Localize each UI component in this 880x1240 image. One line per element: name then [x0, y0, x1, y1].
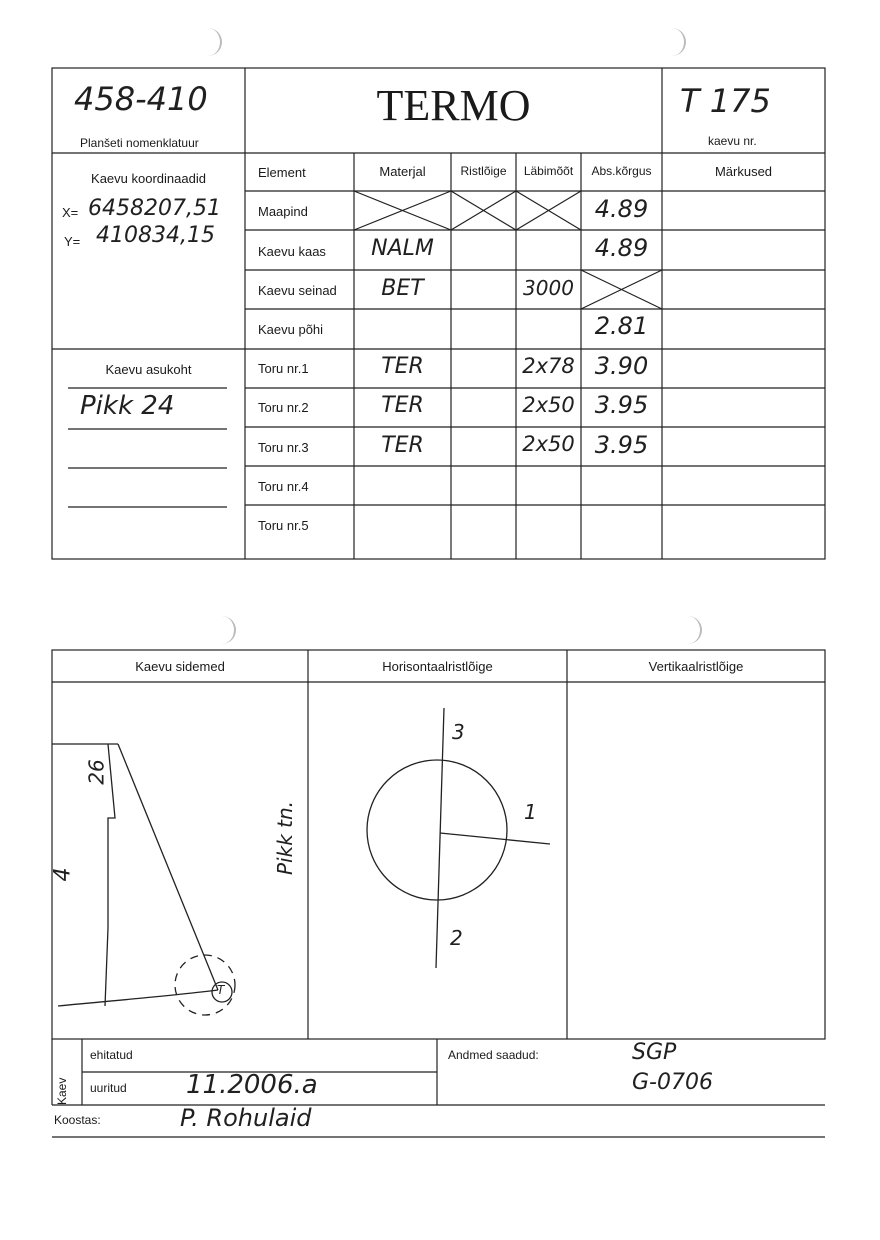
cell-kaas-abs: 4.89	[594, 234, 649, 262]
data-value-1: SGP	[632, 1040, 677, 1065]
pipe-3-label: 3	[452, 720, 465, 744]
row-label-maapind: Maapind	[258, 204, 308, 219]
surveyed-label: uuritud	[90, 1081, 127, 1095]
row-label-toru-3: Toru nr.3	[258, 440, 309, 455]
built-label: ehitatud	[90, 1048, 133, 1062]
well-symbol: T	[217, 983, 225, 997]
col-element: Element	[258, 165, 306, 180]
col-abs-korgus: Abs.kõrgus	[591, 164, 652, 178]
cell-seinad-materjal: BET	[381, 276, 424, 301]
sheet-number: 458-410	[74, 80, 208, 118]
cell-toru1-labimoot: 2x78	[522, 354, 575, 378]
data-value-2: G-0706	[632, 1070, 713, 1095]
x-value: 6458207,51	[88, 196, 221, 221]
kaev-label: Kaev	[55, 1077, 69, 1105]
dim-26: 26	[84, 759, 109, 785]
cell-kaas-materjal: NALM	[371, 236, 434, 261]
surveyed-value: 11.2006.a	[186, 1070, 318, 1100]
col-materjal: Materjal	[379, 164, 426, 179]
row-label-kaevu-kaas: Kaevu kaas	[258, 244, 326, 259]
coords-label: Kaevu koordinaadid	[91, 171, 206, 186]
y-prefix: Y=	[64, 234, 81, 249]
street-label: Pikk tn.	[273, 800, 298, 876]
author-value: P. Rohulaid	[180, 1104, 312, 1132]
location-label: Kaevu asukoht	[105, 362, 192, 377]
well-number: T 175	[680, 82, 771, 120]
location-value: Pikk 24	[80, 391, 175, 421]
row-label-toru-1: Toru nr.1	[258, 361, 309, 376]
col-horisontaalristloige: Horisontaalristlõige	[382, 659, 493, 674]
row-label-toru-5: Toru nr.5	[258, 518, 309, 533]
y-value: 410834,15	[96, 223, 215, 248]
sheet-label: Planšeti nomenklatuur	[80, 136, 199, 150]
author-label: Koostas:	[54, 1113, 101, 1127]
data-label: Andmed saadud:	[448, 1048, 539, 1062]
dim-4: 4	[50, 867, 76, 882]
col-markused: Märkused	[714, 164, 773, 179]
pipe-1-label: 1	[524, 800, 537, 824]
row-label-kaevu-pohi: Kaevu põhi	[258, 322, 324, 337]
col-ristloige: Ristlõige	[460, 164, 507, 178]
cell-toru1-materjal: TER	[381, 354, 424, 379]
cell-toru3-labimoot: 2x50	[522, 432, 575, 456]
bottom-form-grid	[0, 640, 880, 1150]
cell-toru2-abs: 3.95	[594, 391, 649, 419]
pipe-2-label: 2	[450, 926, 463, 950]
cell-seinad-labimoot: 3000	[523, 276, 574, 300]
cell-toru1-abs: 3.90	[594, 352, 649, 380]
col-vertikaalristloige: Vertikaalristlõige	[648, 659, 744, 674]
x-prefix: X=	[62, 205, 79, 220]
cell-toru2-materjal: TER	[381, 393, 424, 418]
row-label-toru-2: Toru nr.2	[258, 400, 309, 415]
row-label-kaevu-seinad: Kaevu seinad	[258, 283, 337, 298]
col-kaevu-sidemed: Kaevu sidemed	[135, 659, 225, 674]
cell-toru3-materjal: TER	[381, 433, 424, 458]
cell-pohi-abs: 2.81	[594, 312, 649, 340]
well-label: kaevu nr.	[708, 134, 757, 148]
form-title: TERMO	[376, 81, 531, 130]
cell-maapind-abs: 4.89	[594, 195, 649, 223]
row-label-toru-4: Toru nr.4	[258, 479, 309, 494]
cell-toru3-abs: 3.95	[594, 431, 649, 459]
cell-toru2-labimoot: 2x50	[522, 393, 575, 417]
col-labimoot: Läbimõõt	[523, 164, 574, 178]
